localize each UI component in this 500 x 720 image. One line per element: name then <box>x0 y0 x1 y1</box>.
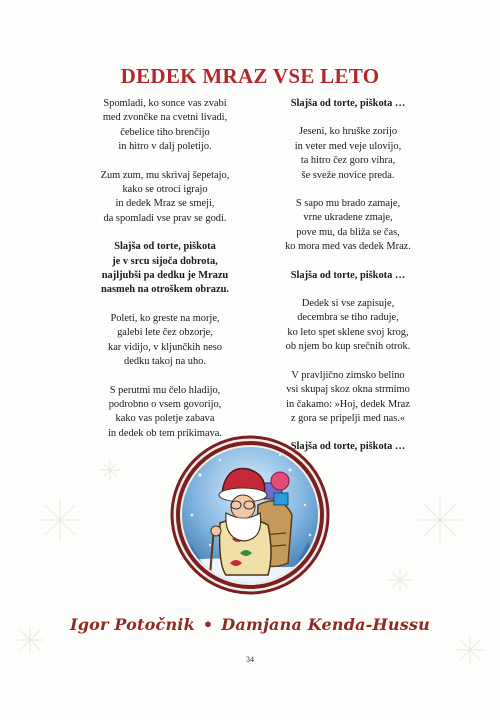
poem-stanza <box>268 369 428 427</box>
author-separator: • <box>202 615 214 634</box>
poem-line: čebelice tiho brenčijo <box>120 126 210 138</box>
authors-line <box>0 615 500 634</box>
poem-line: V pravljično zimsko belino <box>291 369 405 381</box>
poem-line: z gora se pripelji med nas.« <box>290 412 406 424</box>
poem-line: vsi skupaj skoz okna strmimo <box>286 384 410 396</box>
poem-left-column <box>70 97 260 455</box>
poem-line: še sveže novice preda. <box>301 169 395 181</box>
poem-line: Spomladi, ko sonce vas zvabi <box>103 98 227 109</box>
poem-stanza <box>70 169 260 227</box>
poem-stanza <box>70 312 260 370</box>
poem-line: da spomladi vse prav se godi. <box>103 212 227 224</box>
poem-line: kar vidijo, v kljunčkih neso <box>108 341 222 353</box>
poem-line: decembra se tiho raduje, <box>297 312 399 324</box>
poem-line: pove mu, da bliža se čas, <box>296 226 400 238</box>
poem-stanza <box>70 384 260 442</box>
poem-stanza <box>70 97 260 155</box>
poem-line: kako vas poletje zabava <box>115 413 215 425</box>
poem-line: med zvončke na cvetni livadi, <box>102 112 228 124</box>
poem-refrain <box>268 269 428 283</box>
poem-line: Jeseni, ko hruške zorijo <box>298 126 398 138</box>
poem-line: kako se otroci igrajo <box>122 184 208 196</box>
poem-line: Poleti, ko greste na morje, <box>110 312 220 324</box>
poem-line: in dedek Mraz se smeji, <box>115 198 215 210</box>
poem-line: Slajša od torte, piškota … <box>290 441 406 453</box>
poem-line: Zum zum, mu skrivaj šepetajo, <box>100 169 230 181</box>
poem-line: in hitro v dalj poletijo. <box>118 141 212 153</box>
poem-line: nasmeh na otroškem obrazu. <box>101 284 229 296</box>
page-number: 34 <box>246 655 254 664</box>
poem-line: in čakamo: »Hoj, dedek Mraz <box>286 398 410 410</box>
poem-line: ta hitro čez goro vihra, <box>300 155 396 167</box>
poem-stanza <box>268 197 428 255</box>
poem-line: podrobno o vsem govorijo, <box>108 398 222 410</box>
poem-title: DEDEK MRAZ VSE LETO <box>120 64 380 88</box>
author-name: Igor Potočnik <box>70 615 195 634</box>
poem-line: ko leto spet sklene svoj krog, <box>287 326 409 338</box>
poem-line: vrne ukradene zmaje, <box>303 212 393 224</box>
poem-line: Dedek si vse zapisuje, <box>301 298 395 310</box>
poem-line: galebi lete čez obzorje, <box>117 327 213 339</box>
poem-line: dedku takoj na uho. <box>124 356 206 368</box>
poem-line: ko mora med vas dedek Mraz. <box>285 241 411 253</box>
poem-right-column <box>268 97 428 469</box>
poem-line: in veter med veje ulovijo, <box>294 140 402 152</box>
santa-illustration <box>170 435 330 595</box>
poem-stanza <box>268 297 428 355</box>
poem-line: S perutmi mu čelo hladijo, <box>109 384 221 396</box>
poem-line: Slajša od torte, piškota … <box>290 269 406 281</box>
poem-line: ob njem bo kup srečnih otrok. <box>285 341 411 353</box>
poem-line: je v srcu sijoča dobrota, <box>112 255 218 267</box>
poem-line: S sapo mu brado zamaje, <box>295 198 401 210</box>
poem-refrain <box>268 97 428 111</box>
poem-line: Slajša od torte, piškota … <box>290 98 406 109</box>
poem-line: in dedek ob tem prikimava. <box>108 427 222 439</box>
poem-stanza <box>268 125 428 183</box>
poem-refrain <box>70 240 260 298</box>
poem-line: najljubši pa dedku je Mrazu <box>101 270 229 282</box>
poem-line: Slajša od torte, piškota <box>114 241 216 253</box>
author-name: Damjana Kenda-Hussu <box>221 615 430 634</box>
